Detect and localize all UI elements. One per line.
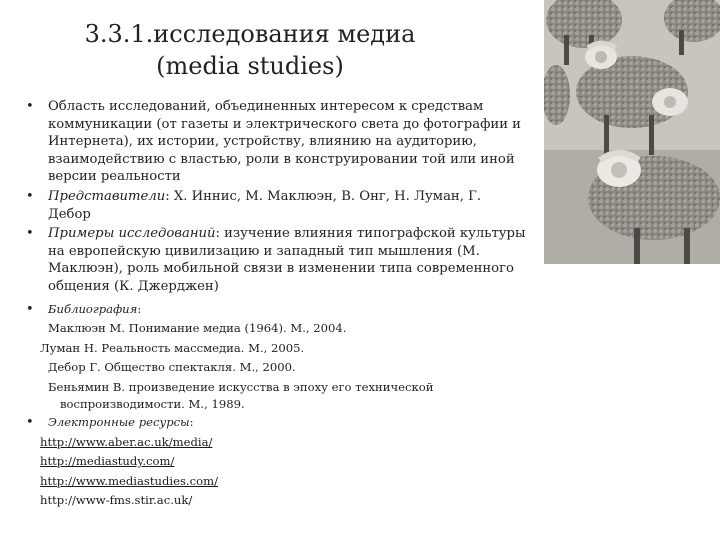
resource-link[interactable]: http://www.mediastudies.com/ [40,473,218,488]
bibliography-entry: Маклюэн М. Понимание медиа (1964). М., 2004. [48,321,347,336]
examples-label: Примеры исследований [48,226,216,242]
bullet-dot: • [26,188,34,204]
representatives-text: : Х. Иннис, М. Маклюэн, В. Онг, Н. Луман, Г. Дебор [48,188,482,222]
bibliography-entry: Дебор Г. Общество спектакля. М., 2000. [48,360,296,375]
resource-link[interactable]: http://mediastudy.com/ [40,454,175,469]
resource-link[interactable]: http://www-fms.stir.ac.uk/ [40,493,193,508]
resource-link[interactable]: http://www.aber.ac.uk/media/ [40,434,213,449]
bullet-electronic-resources [26,413,526,511]
bullet-dot: • [26,99,34,114]
title-line-2: (media studies) [156,52,344,80]
bibliography-entry: Беньямин В. произведение искусства в эпоху его технической [48,379,434,394]
slide-content [26,98,526,513]
bullet-dot: • [26,301,34,317]
bullet-examples [26,225,526,295]
electronic-label: Электронные ресурсы [48,415,190,430]
bullet-bibliography [26,300,526,412]
title-line-1: 3.3.1.исследования медиа [84,20,416,48]
bibliography-entry: Луман Н. Реальность массмедиа. М., 2005. [40,340,305,355]
slide-title [40,18,460,82]
bullet-dot: • [26,226,34,242]
bullet-area [26,98,526,186]
bullet-dot: • [26,415,34,431]
examples-text: : изучение влияния типографской культуры на европейскую цивилизацию и западный тип мышления (М. Маклюэн), роль мобильной связи в изменении типа современного общения (К. Джерджен) [48,226,526,294]
bullet-representatives [26,188,526,223]
bibliography-suffix: : [137,301,142,316]
bibliography-label: Библиография [48,301,138,316]
bibliography-entry: воспроизводимости. М., 1989. [60,397,245,412]
electronic-suffix: : [189,415,194,430]
representatives-label: Представители [48,188,166,204]
area-text: Область исследований, объединенных интересом к средствам коммуникации (от газеты и электрического света до фотографии и Интернета), их истории, устройству, влиянию на аудиторию, взаимодействию с властью, роли в конструировании той или иной версии реальности [48,99,521,185]
knitted-sheep-telephones-photo [544,0,720,264]
